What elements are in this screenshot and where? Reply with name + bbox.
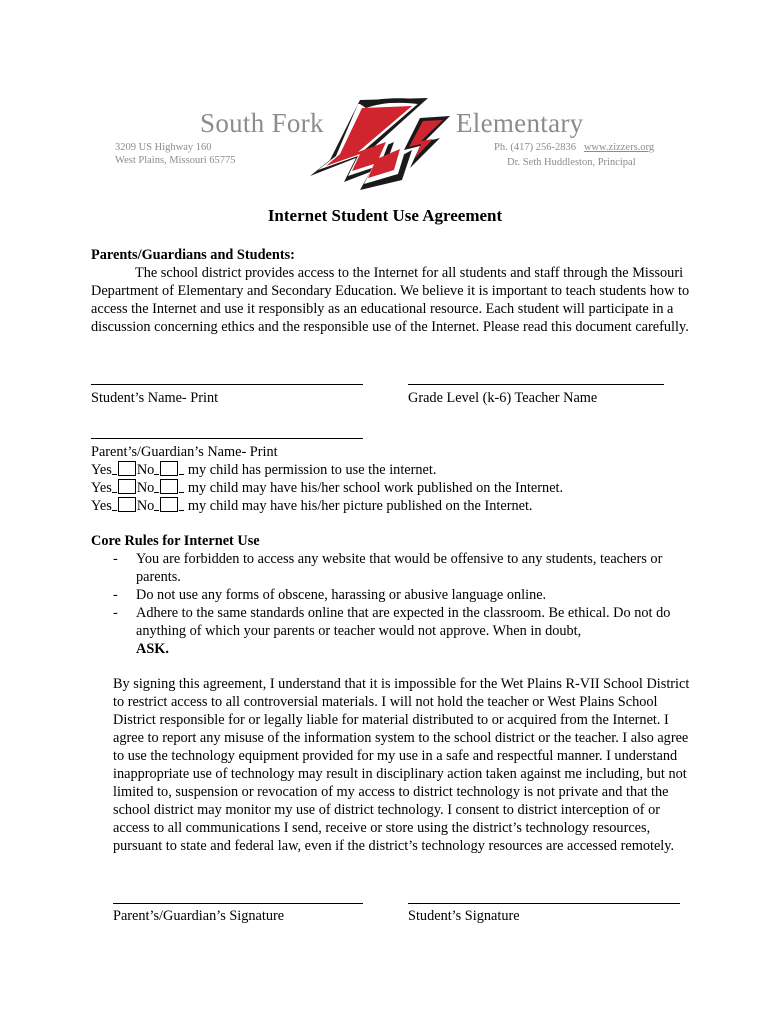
- yes-checkbox[interactable]: [118, 497, 136, 512]
- student-name-line[interactable]: [91, 384, 363, 385]
- rule-text: Adhere to the same standards online that are expected in the classroom. Be ethical. Do not do anything of which your parents or teacher would not approve. When in doubt,: [136, 605, 671, 639]
- rule-bullet: -: [113, 587, 118, 603]
- permission-row: [91, 479, 563, 497]
- grade-teacher-label: Grade Level (k-6) Teacher Name: [408, 390, 598, 406]
- phone-number: Ph. (417) 256-2836: [494, 142, 576, 153]
- student-name-label: Student’s Name- Print: [91, 390, 219, 406]
- principal-name: Dr. Seth Huddleston, Principal: [507, 157, 636, 168]
- no-label: No: [136, 462, 155, 478]
- rule-bullet: -: [113, 605, 118, 621]
- permission-text: my child may have his/her picture published on the Internet.: [187, 498, 533, 514]
- document-title: Internet Student Use Agreement: [267, 206, 503, 225]
- yes-label: Yes: [91, 480, 112, 496]
- school-name-right: Elementary: [456, 108, 584, 138]
- permission-row: [91, 461, 436, 479]
- address-line-2: West Plains, Missouri 65775: [115, 155, 236, 166]
- permission-row: [91, 497, 533, 515]
- rule-emphasis: ASK.: [136, 641, 169, 657]
- address-line-1: 3209 US Highway 160: [115, 142, 212, 153]
- school-name-left: South Fork: [200, 108, 324, 138]
- parent-name-line[interactable]: [91, 438, 363, 439]
- agreement-paragraph: By signing this agreement, I understand that it is impossible for the Wet Plains R-VII School District to restrict access to all controversial materials. I will not hold the teacher or West Plains School District responsible for or legally liable for material distributed to or acquired from the Internet. I agree to report any misuse of the information system to the school district or the teacher. I also agree to use the technology equipment provided for my use in a safe and respectful manner. I understand inappropriate use of technology may result in disciplinary action taken against me including, but not limited to, suspension or revocation of my access to district technology is not private and that the school district may monitor my use of district technology. I consent to district interception of or access to all communications I send, receive or store using the district’s technology resources, pursuant to state and federal law, even if the district’s technology resources are accessed remotely.: [113, 676, 690, 854]
- student-signature-line[interactable]: [408, 903, 680, 904]
- rule-bullet: -: [113, 551, 118, 567]
- rule-text: You are forbidden to access any website that would be offensive to any students, teachers or parents.: [136, 551, 663, 585]
- no-label: No: [136, 498, 155, 514]
- yes-checkbox[interactable]: [118, 479, 136, 494]
- intro-paragraph: [91, 264, 691, 336]
- rule-item: [113, 586, 693, 604]
- yes-checkbox[interactable]: [118, 461, 136, 476]
- no-checkbox[interactable]: [160, 461, 178, 476]
- website-link[interactable]: www.zizzers.org: [583, 142, 655, 153]
- parent-name-label: Parent’s/Guardian’s Name- Print: [91, 444, 278, 460]
- permission-text: my child may have his/her school work published on the Internet.: [187, 480, 564, 496]
- no-label: No: [136, 480, 155, 496]
- contact-line: [494, 142, 654, 153]
- intro-heading: Parents/Guardians and Students:: [91, 247, 295, 263]
- rule-item: [113, 550, 693, 586]
- yes-label: Yes: [91, 498, 112, 514]
- no-checkbox[interactable]: [160, 497, 178, 512]
- core-rules-heading: Core Rules for Internet Use: [91, 533, 260, 549]
- permission-text: my child has permission to use the internet.: [187, 462, 437, 478]
- parent-signature-line[interactable]: [113, 903, 363, 904]
- rule-text: Do not use any forms of obscene, harassing or abusive language online.: [136, 587, 547, 603]
- grade-teacher-line[interactable]: [408, 384, 664, 385]
- parent-signature-label: Parent’s/Guardian’s Signature: [113, 908, 285, 924]
- student-signature-label: Student’s Signature: [408, 908, 520, 924]
- core-rules-list: [113, 550, 693, 658]
- no-checkbox[interactable]: [160, 479, 178, 494]
- zizzers-logo: [300, 94, 470, 190]
- yes-label: Yes: [91, 462, 112, 478]
- rule-item: [113, 604, 693, 658]
- intro-text: The school district provides access to the Internet for all students and staff through the Missouri Department of Elementary and Secondary Education. We believe it is important to teach students how to access the Internet and use it responsibly as an educational resource. Each student will participate in a discussion concerning ethics and the responsible use of the Internet. Please read this document carefully.: [91, 265, 690, 335]
